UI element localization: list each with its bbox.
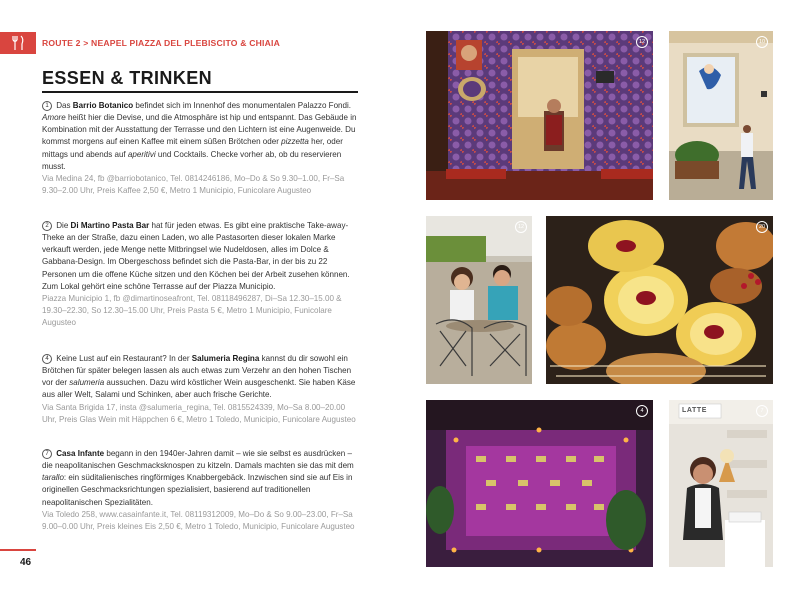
photo-badge: 4 (636, 405, 648, 417)
entry-salumeria-regina (42, 353, 360, 426)
entry-number: 2 (42, 221, 52, 231)
title-divider (42, 91, 358, 93)
entry-di-martino (42, 220, 360, 329)
page-number: 46 (20, 557, 32, 568)
photo-badge: 12 (515, 221, 527, 233)
fork-knife-icon (10, 35, 26, 51)
entry-meta: Via Medina 24, fb @barriobotanico, Tel. 0814246186, Mo–Do & So 9.30–1.00, Fr–Sa 9.30–2.00 Uhr, Preis Kaffee 2,50 €, Metro 1 Municipio, Funicolare Augusteo (42, 173, 345, 196)
photo-gelato-server (669, 400, 773, 567)
entry-body: 2 Die Di Martino Pasta Bar hat für jeden etwas. Es gibt eine praktische Take-away-Theke an der Straße, dazu einen Laden, wo alle Pastasorten dieser lokalen Marke verkauft werden, jede Menge nette Mitbringsel wie Nudeldosen, alles im Dolce & Gabbana-Design. Im Obergeschoss befindet sich die Pasta-Bar, in der bis zu 22 Personen um die offene Küche sitzen und den Köchen bei der Arbeit zusehen können. Zum Lokal gehört eine schöne Terrasse auf der Piazza Municipio. (42, 221, 350, 291)
entry-meta: Via Toledo 258, www.casainfante.it, Tel. 08119312009, Mo–Do & So 9.00–23.00, Fr–Sa 9.00–0.00 Uhr, Preis kleines Eis 2,50 €, Metro 1 Toledo, Municipio, Funicolare Augusteo (42, 509, 355, 531)
photo-badge: 10 (756, 36, 768, 48)
entry-body: 4 Keine Lust auf ein Restaurant? In der Salumeria Regina kannst du dir sowohl ein Brötchen für später belegen lassen als auch etwas zum Verzehr an den hohen Tischen vor der salumeria aussuchen. Dazu wird köstlicher Wein ausgeschenkt. Sie haben Käse aus aller Welt, Salami und Schinken, aber auch frische Gerichte. (42, 354, 356, 400)
photo-pastries (546, 216, 773, 384)
entry-number: 4 (42, 354, 52, 364)
entry-meta: Piazza Municipio 1, fb @dimartinoseafront, Tel. 08118496287, Di–Sa 12.30–15.00 & 19.30–22.30, So 12.30–15.00 Uhr, Preis Pasta 5 €, Metro 1 Municipio, Funicolare Augusteo (42, 293, 342, 328)
venue-name: Casa Infante (56, 449, 105, 458)
entry-number: 7 (42, 449, 52, 459)
venue-name: Barrio Botanico (72, 101, 134, 110)
entry-barrio-botanico (42, 100, 360, 197)
section-title: ESSEN & TRINKEN (42, 68, 213, 88)
entry-casa-infante (42, 448, 360, 533)
latte-sign: LATTE (682, 407, 708, 414)
photo-restaurant-interior (426, 31, 653, 200)
photo-badge: 12 (636, 36, 648, 48)
venue-name: Salumeria Regina (191, 354, 260, 363)
page-number-rule (0, 549, 36, 551)
entry-number: 1 (42, 101, 52, 111)
photo-badge: 7 (756, 405, 768, 417)
route-label: ROUTE 2 > NEAPEL PIAZZA DEL PLEBISCITO & CHIAIA (42, 38, 281, 48)
photo-badge: 20 (756, 221, 768, 233)
entry-body: 7 Casa Infante begann in den 1940er-Jahren damit – wie sie selbst es ausdrücken – die neapolitanischen Geschmacksknospen zu kitzeln. Damals machten sie das mit dem tarallo: ein süditalienisches ringförmiges Knabbergebäck. Inzwischen sind sie auf Eis in originellen Geschmacksrichtungen spezialisiert, basierend auf traditionellen neapolitanischen Spezialitäten. (42, 449, 354, 507)
entry-meta: Via Santa Brigida 17, insta @salumeria_regina, Tel. 0815524339, Mo–Sa 8.00–20.00 Uhr, Preis Glas Wein mit Häppchen 6 €, Metro 1 Toledo, Municipio, Funicolare Augusteo (42, 402, 356, 424)
photo-couple-cafe (426, 216, 532, 384)
route-badge (0, 32, 36, 54)
venue-name: Di Martino Pasta Bar (70, 221, 150, 230)
photo-courtyard-night (426, 400, 653, 567)
entry-body: 1 Das Barrio Botanico befindet sich im Innenhof des monumentalen Palazzo Fondi. Amore heißt hier die Devise, und die Atmosphäre ist hip und entspannt. Das Gebäude in Kombination mit der Ausstattung der Terrasse und den Lichtern ist eine Augenweide. Du kommst morgens auf einen Kaffee mit einem süßen Brötchen oder pizzetta her, oder mittags und abends auf aperitivi und Cocktails. Checke vorher ab, ob du reservieren musst. (42, 101, 357, 171)
photo-man-walking (669, 31, 773, 200)
